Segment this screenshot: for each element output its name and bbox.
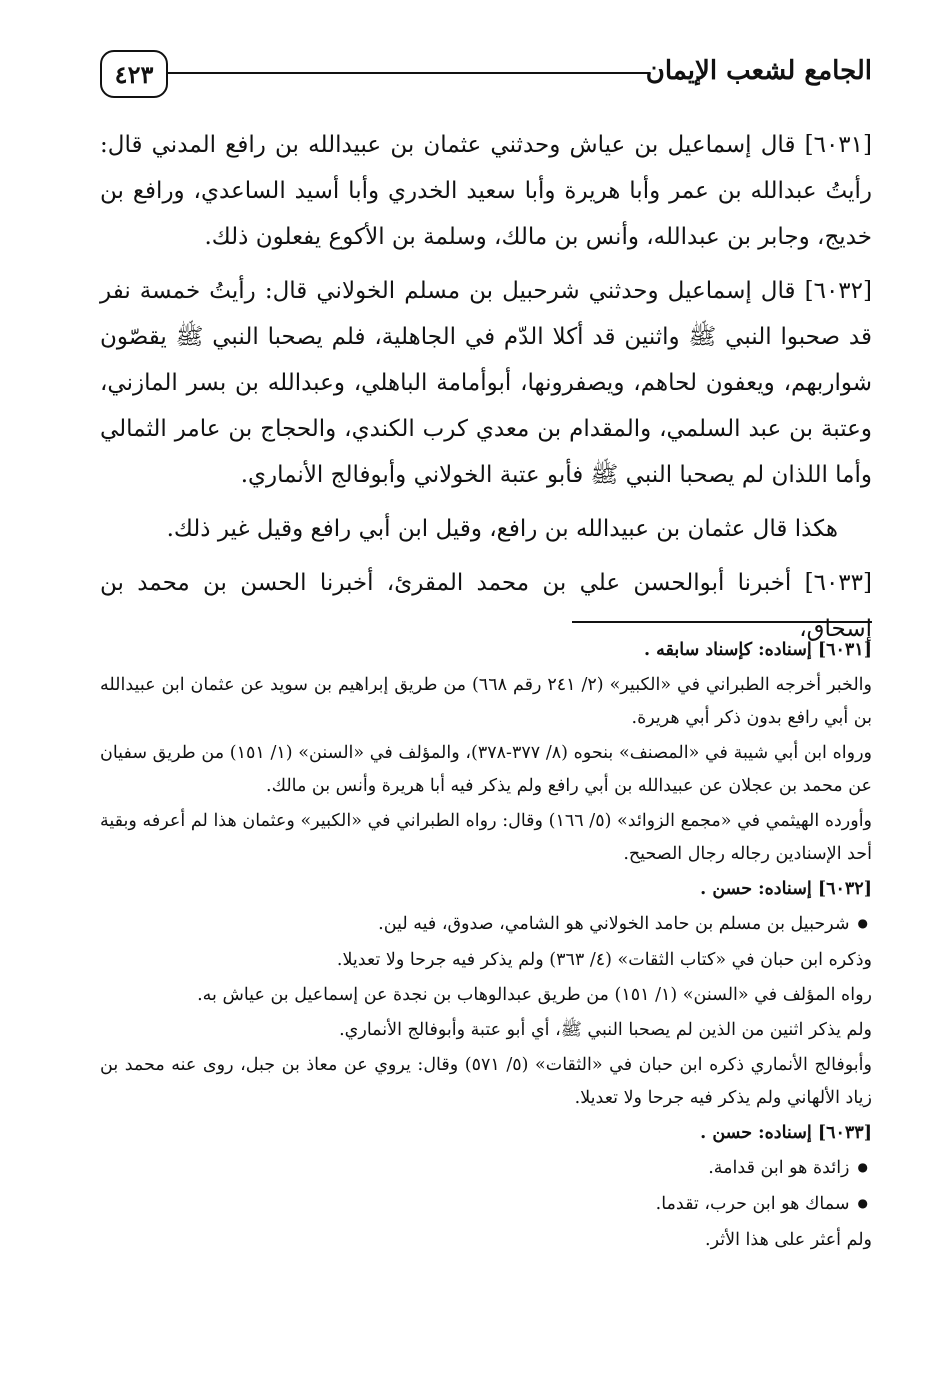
paragraph-6031: [٦٠٣١] قال إسماعيل بن عياش وحدثني عثمان بن عبيدالله بن رافع المدني قال: رأيتُ عبدالله بن عمر وأبا هريرة وأبا سعيد الخدري وأبا أسيد الساعدي، ورافع بن خديج، وجابر بن عبدالله، وأنس بن مالك، وسلمة بن الأكوع يفعلون ذلك. (100, 132, 872, 250)
paragraph-6032: [٦٠٣٢] قال إسماعيل وحدثني شرحبيل بن مسلم الخولاني قال: رأيتُ خمسة نفر قد صحبوا النبي ﷺ واثنين قد أكلا الدّم في الجاهلية، فلم يصحبا النبي ﷺ يقصّون شواربهم، ويعفون لحاهم، ويصفرونها، أبوأمامة الباهلي، وعبدالله بن بسر المازني، وعتبة بن عبد السلمي، والمقدام بن معدي كرب الكندي، والحجاج بن عامر الثمالي وأما اللذان لم يصحبا النبي ﷺ فأبو عتبة الخولاني وأبوفالج الأنماري. (100, 278, 872, 488)
book-title: الجامع لشعب الإيمان (645, 56, 872, 86)
note-bullet: ● زائدة هو ابن قدامة. (100, 1152, 872, 1186)
note-line: رواه المؤلف في «السنن» (١/ ١٥١) من طريق عبدالوهاب بن نجدة عن إسماعيل بن عياش به. (197, 985, 872, 1005)
note-bullet: ● شرحبيل بن مسلم بن حامد الخولاني هو الشامي، صدوق، فيه لين. (100, 908, 872, 942)
note-line: وذكره ابن حبان في «كتاب الثقات» (٤/ ٣٦٣) ولم يذكر فيه جرحا ولا تعديلا. (336, 950, 872, 970)
note-line: وأورده الهيثمي في «مجمع الزوائد» (٥/ ١٦٦) وقال: رواه الطبراني في «الكبير» وعثمان هذا لم أعرفه وبقية أحد الإسنادين رجاله رجال الصحيح. (100, 811, 873, 864)
header-rule (168, 72, 650, 74)
main-text (100, 122, 872, 660)
note-bullet: ● سماك هو ابن حرب، تقدما. (100, 1188, 872, 1222)
paragraph-6033: [٦٠٣٣] أخبرنا أبوالحسن علي بن محمد المقرئ، أخبرنا الحسن بن محمد بن إسحاق، (100, 570, 872, 642)
page-header (100, 50, 872, 102)
note-line: ورواه ابن أبي شيبة في «المصنف» بنحوه (٨/ ٣٧٧-٣٧٨)، والمؤلف في «السنن» (١/ ١٥١) من طريق سفيان عن محمد بن عجلان عن عبيدالله بن أبي رافع ولم يذكر فيه أبا هريرة وأنس بن مالك. (100, 743, 872, 796)
note-ref-6031: [٦٠٣١] إسناده: كإسناد سابقه . (643, 640, 872, 660)
note-line: ولم يذكر اثنين من الذين لم يصحبا النبي ﷺ، أي أبو عتبة وأبوفالج الأنماري. (339, 1020, 872, 1040)
note-line: وأبوفالج الأنماري ذكره ابن حبان في «الثقات» (٥/ ٥٧١) وقال: يروي عن معاذ بن جبل، روى عنه محمد بن زياد الألهاني ولم يذكر فيه جرحا ولا تعديلا. (100, 1055, 872, 1108)
footnotes (100, 634, 872, 1259)
note-line: ولم أعثر على هذا الأثر. (705, 1230, 872, 1250)
note-line: والخبر أخرجه الطبراني في «الكبير» (٢/ ٢٤١ رقم ٦٦٨) من طريق إبراهيم بن سويد عن عثمان ابن عبيدالله بن أبي رافع بدون ذكر أبي هريرة. (100, 675, 872, 728)
note-ref-6033: [٦٠٣٣] إسناده: حسن . (700, 1123, 872, 1143)
page-number: ٤٢٣ (100, 50, 168, 98)
paragraph-comment: هكذا قال عثمان بن عبيدالله بن رافع، وقيل ابن أبي رافع وقيل غير ذلك. (166, 516, 838, 542)
footnote-divider (572, 621, 872, 623)
note-ref-6032: [٦٠٣٢] إسناده: حسن . (700, 879, 872, 899)
